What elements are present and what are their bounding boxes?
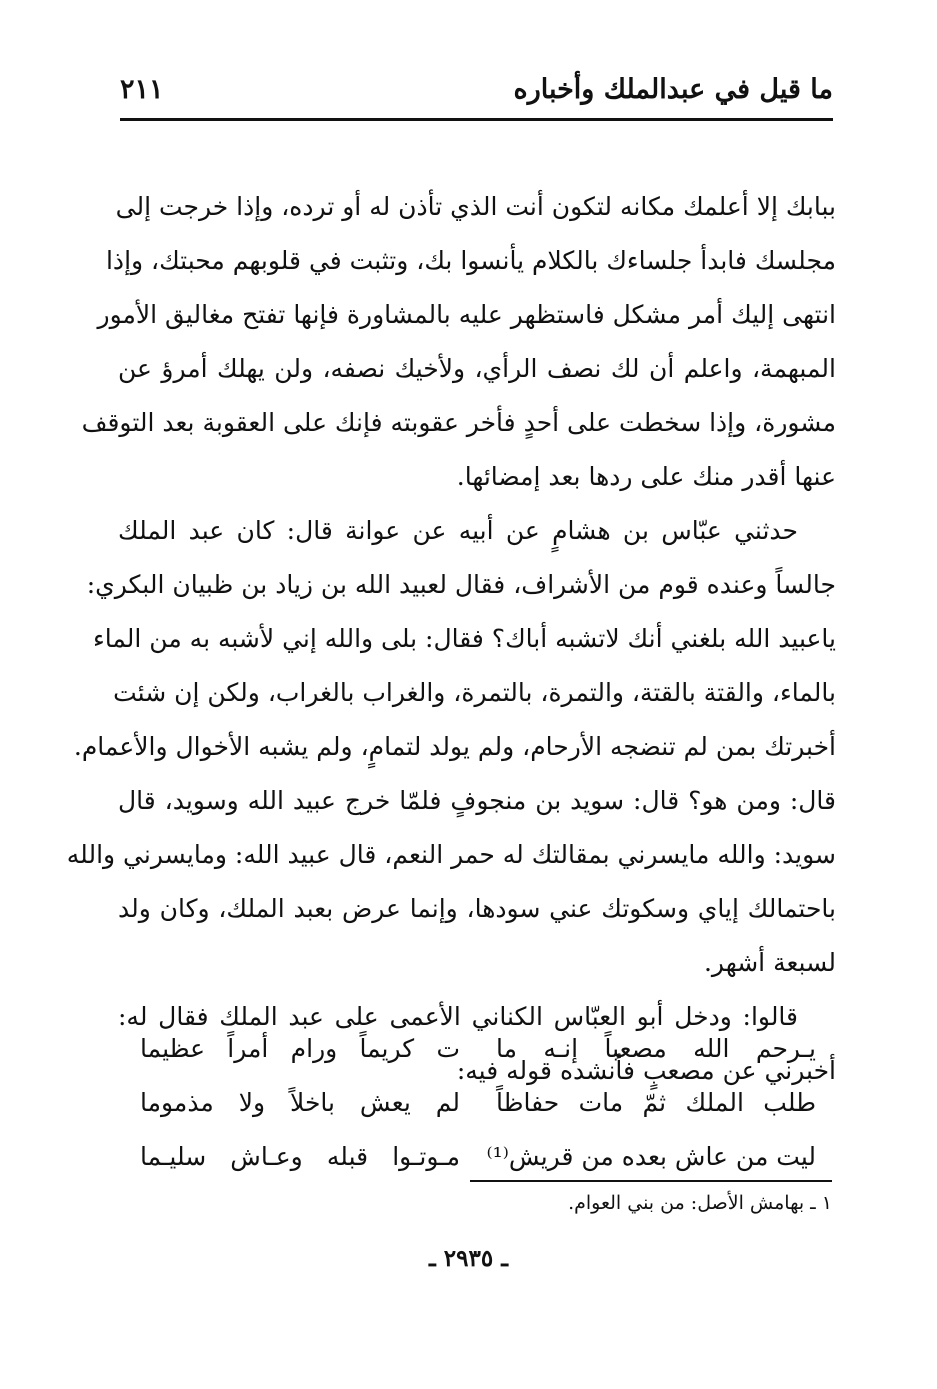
body-text <box>66 180 836 1098</box>
text-line: عنها أقدر منك على ردها بعد إمضائها. <box>456 462 836 491</box>
text-line: ياعبيد الله بلغني أنك لاتشبه أباك؟ فقال: بلى والله إني لأشبه به من الماء <box>92 624 836 653</box>
text-line: حدثني عبّاس بن هشامٍ عن أبيه عن عوانة قال: كان عبد الملك <box>118 516 798 545</box>
text-line: جالساً وعنده قوم من الأشراف، فقال لعبيد الله بن زياد بن ظبيان البكري: <box>86 570 836 599</box>
text-line: بالماء، والقتة بالقتة، والتمرة، بالتمرة، والغراب بالغراب، ولكن إن شئت <box>113 678 836 707</box>
text-line: ببابك إلا أعلمك مكانه لتكون أنت الذي تأذن له أو ترده، وإذا خرجت إلى <box>115 192 836 221</box>
folio-number: ـ ٢٩٣٥ ـ <box>429 1245 508 1272</box>
verse-second-hemistich: لم يعش باخلاً ولا مذموما <box>140 1088 460 1117</box>
text-line: قالوا: ودخل أبو العبّاس الكناني الأعمى على عبد الملك فقال له: <box>118 1002 798 1031</box>
text-line: مجلسك فابدأ جلساءك بالكلام يأنسوا بك، وتثبت في قلوبهم محبتك، وإذا <box>105 246 836 275</box>
page-header <box>120 70 833 118</box>
verse-second-hemistich: ت كريماً ورام أمراً عظيما <box>140 1034 460 1063</box>
running-title: ما قيل في عبدالملك وأخباره <box>513 74 833 105</box>
poem <box>140 1022 816 1184</box>
header-rule <box>120 118 833 121</box>
poem-verse <box>140 1076 816 1130</box>
verse-second-hemistich: مـوتـوا قبله وعـاش سليـما <box>140 1142 460 1171</box>
poem-verse <box>140 1022 816 1076</box>
text-line: أخبرتك بمن لم تنضجه الأرحام، ولم يولد لتمامٍ، ولم يشبه الأخوال والأعمام. <box>73 732 836 761</box>
page-number: ٢١١ <box>120 74 164 105</box>
text-line: مشورة، وإذا سخطت على أحدٍ فأخر عقوبته فإنك على العقوبة بعد التوقف <box>81 408 836 437</box>
text-line: انتهى إليك أمر مشكل فاستظهر عليه بالمشاورة فإنها تفتح مغاليق الأمور <box>97 300 836 329</box>
verse-first-hemistich: ليت من عاش بعده من قريش⁽¹⁾ <box>486 1142 816 1171</box>
text-line: سويد: والله مايسرني بمقالتك له حمر النعم، قال عبيد الله: ومايسرني والله <box>66 840 836 869</box>
text-line: قال: ومن هو؟ قال: سويد بن منجوفٍ فلمّا خرج عبيد الله وسويد، قال <box>118 786 836 815</box>
footnote: ١ ـ بهامش الأصل: من بني العوام. <box>568 1192 832 1214</box>
footnote-rule <box>470 1180 832 1182</box>
verse-first-hemistich: يـرحم الله مصعباً إنـه ما <box>496 1034 816 1063</box>
text-line: لسبعة أشهر. <box>703 948 836 977</box>
text-line: المبهمة، واعلم أن لك نصف الرأي، ولأخيك نصفه، ولن يهلك أمرؤ عن <box>118 354 836 383</box>
text-line: أخبرني عن مصعبٍ فأنشده قوله فيه: <box>456 1056 836 1085</box>
poem-verse <box>140 1130 816 1184</box>
text-line: باحتمالك إياي وسكوتك عني سودها، وإنما عرض بعبد الملك، وكان ولد <box>118 894 836 923</box>
verse-first-hemistich: طلب الملك ثمّ مات حفاظاً <box>496 1088 816 1117</box>
